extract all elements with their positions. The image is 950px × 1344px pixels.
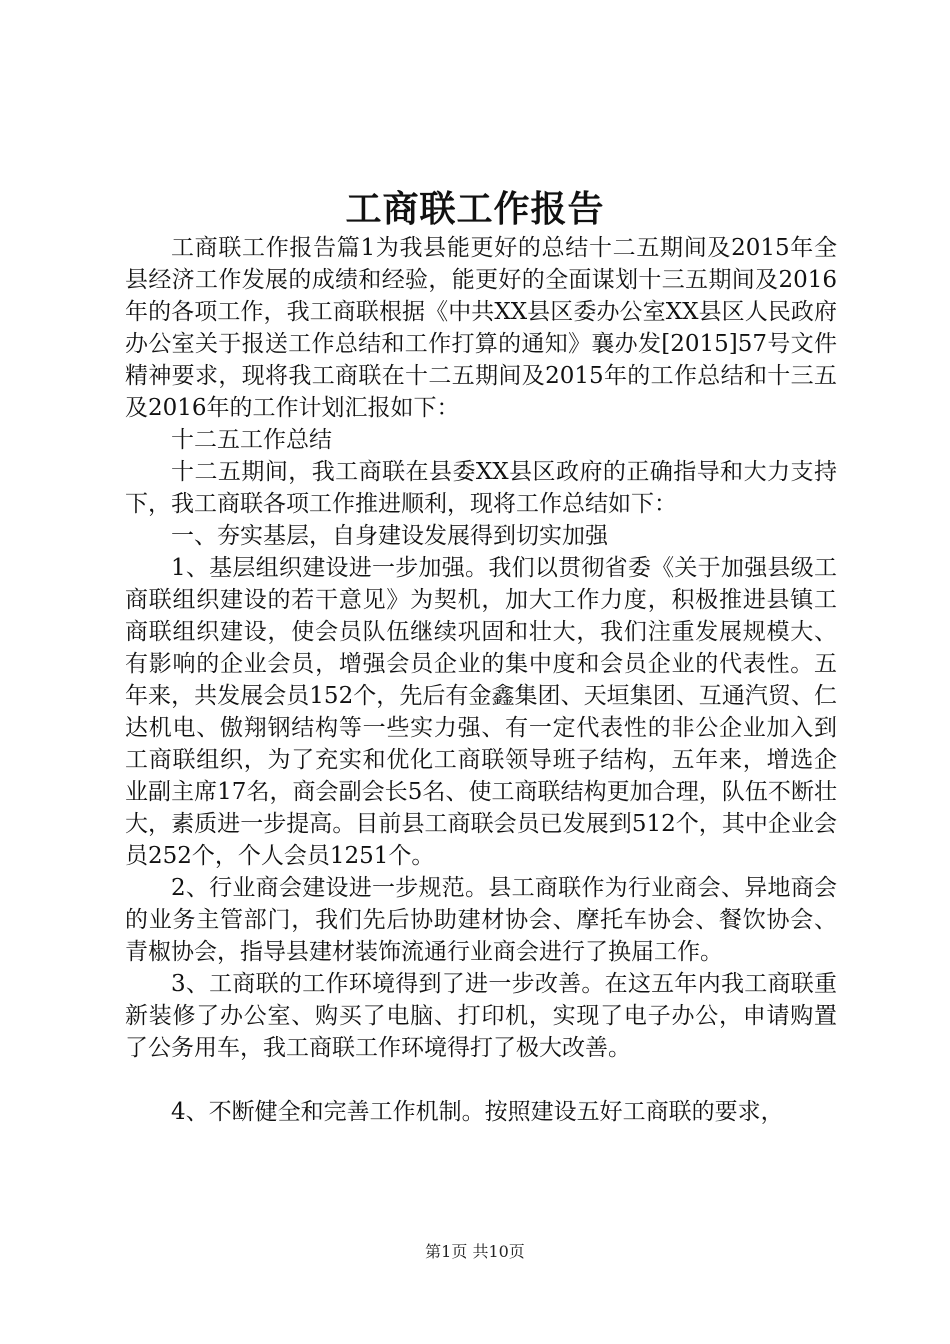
paragraph-intro: 工商联工作报告篇1为我县能更好的总结十二五期间及2015年全县经济工作发展的成绩和经验，能更好的全面谋划十三五期间及2016年的各项工作，我工商联根据《中共XX县区委办公室XX县区人民政府办公室关于报送工作总结和工作打算的通知》襄办发[2015]57号文件精神要求，现将我工商联在十二五期间及2015年的工作总结和十三五及2016年的工作计划汇报如下： xyxy=(125,235,837,421)
paragraph-summary-intro: 十二五期间，我工商联在县委XX县区政府的正确指导和大力支持下，我工商联各项工作推进顺利，现将工作总结如下： xyxy=(125,459,837,517)
document-title: 工商联工作报告 xyxy=(345,188,605,230)
paragraph-item-3: 3、工商联的工作环境得到了进一步改善。在这五年内我工商联重新装修了办公室、购买了电脑、打印机，实现了电子办公，申请购置了公务用车，我工商联工作环境得打了极大改善。 xyxy=(125,971,837,1061)
paragraph-item-1: 1、基层组织建设进一步加强。我们以贯彻省委《关于加强县级工商联组织建设的若干意见》为契机，加大工作力度，积极推进县镇工商联组织建设，使会员队伍继续巩固和壮大，我们注重发展规模大、有影响的企业会员，增强会员企业的集中度和会员企业的代表性。五年来，共发展会员152个，先后有金鑫集团、天垣集团、互通汽贸、仁达机电、傲翔钢结构等一些实力强、有一定代表性的非公企业加入到工商联组织，为了充实和优化工商联领导班子结构，五年来，增选企业副主席17名，商会副会长5名、使工商联结构更加合理，队伍不断壮大，素质进一步提高。目前县工商联会员已发展到512个，其中企业会员252个，个人会员1251个。 xyxy=(125,555,837,869)
section-heading-summary: 十二五工作总结 xyxy=(171,427,332,453)
section-heading-grassroots: 一、夯实基层，自身建设发展得到切实加强 xyxy=(171,523,608,549)
page-number-footer: 第1页 共10页 xyxy=(425,1242,525,1261)
paragraph-item-4: 4、不断健全和完善工作机制。按照建设五好工商联的要求， xyxy=(171,1099,784,1125)
document-body xyxy=(125,232,837,1128)
paragraph-item-2: 2、行业商会建设进一步规范。县工商联作为行业商会、异地商会的业务主管部门，我们先后协助建材协会、摩托车协会、餐饮协会、青椒协会，指导县建材装饰流通行业商会进行了换届工作。 xyxy=(125,875,837,965)
